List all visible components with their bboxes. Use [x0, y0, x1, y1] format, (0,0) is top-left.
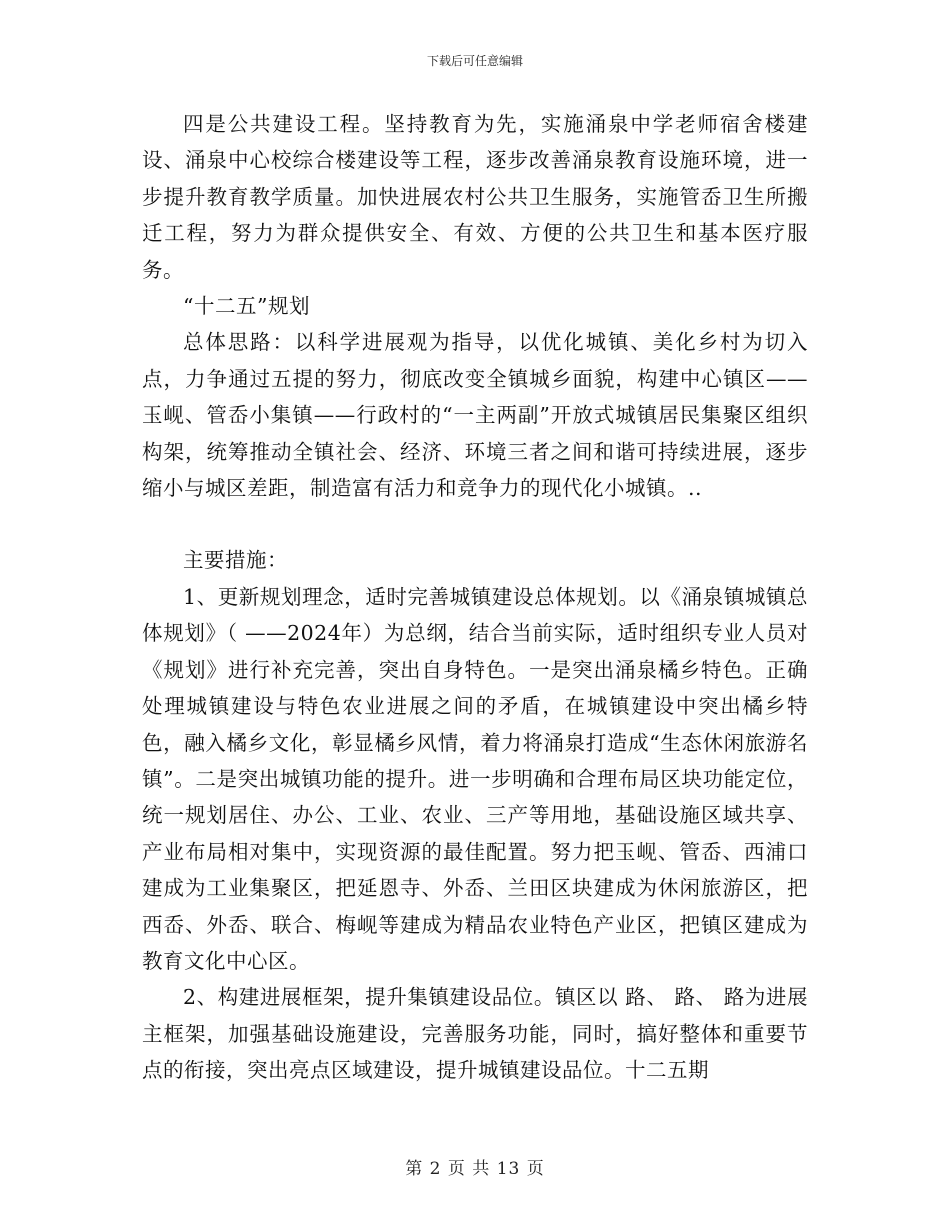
paragraph-overall-approach: 总体思路：以科学进展观为指导，以优化城镇、美化乡村为切入点，力争通过五提的努力，彻底改变全镇城乡面貌，构建中心镇区——玉岘、管岙小集镇——行政村的“一主两副”开放式城镇居民集聚区组织构架，统筹推动全镇社会、经济、环境三者之间和谐可持续进展，逐步缩小与城区差距，制造富有活力和竞争力的现代化小城镇。.. [142, 330, 808, 501]
paragraph-public-construction: 四是公共建设工程。坚持教育为先，实施涌泉中学老师宿舍楼建设、涌泉中心校综合楼建设等工程，逐步改善涌泉教育设施环境，进一步提升教育教学质量。加快进展农村公共卫生服务，实施管岙卫生所搬迁工程，努力为群众提供安全、有效、方便的公共卫生和基本医疗服务。 [142, 112, 808, 282]
paragraph-spacer [142, 506, 808, 542]
page-number-footer: 第 2 页 共 13 页 [405, 1159, 545, 1179]
paragraph-measure-2: 2、构建进展框架，提升集镇建设品位。镇区以 路、 路、 路为进展主框架，加强基础设施建设，完善服务功能，同时，搞好整体和重要节点的衔接，突出亮点区域建设，提升城镇建设品位。十二五期 [142, 985, 808, 1083]
section-heading-12th-five-year-plan: “十二五”规划 [183, 294, 310, 319]
paragraph-measure-1: 1、更新规划理念，适时完善城镇建设总体规划。以《涌泉镇城镇总体规划》（ ——2024年）为总纲，结合当前实际，适时组织专业人员对《规划》进行补充完善，突出自身特色。一是突出涌泉橘乡特色。正确处理城镇建设与特色农业进展之间的矛盾，在城镇建设中突出橘乡特色，融入橘乡文化，彰显橘乡风情，着力将涌泉打造成“生态休闲旅游名镇”。二是突出城镇功能的提升。进一步明确和合理布局区块功能定位，统一规划居住、办公、工业、农业、三产等用地，基础设施区域共享、产业布局相对集中，实现资源的最佳配置。努力把玉岘、管岙、西浦口建成为工业集聚区，把延恩寺、外岙、兰田区块建成为休闲旅游区，把西岙、外岙、联合、梅岘等建成为精品农业特色产业区，把镇区建成为教育文化中心区。 [142, 584, 808, 973]
page-header-note: 下载后可任意编辑 [426, 54, 523, 68]
section-heading-main-measures: 主要措施： [183, 548, 288, 573]
document-body [142, 106, 808, 1089]
